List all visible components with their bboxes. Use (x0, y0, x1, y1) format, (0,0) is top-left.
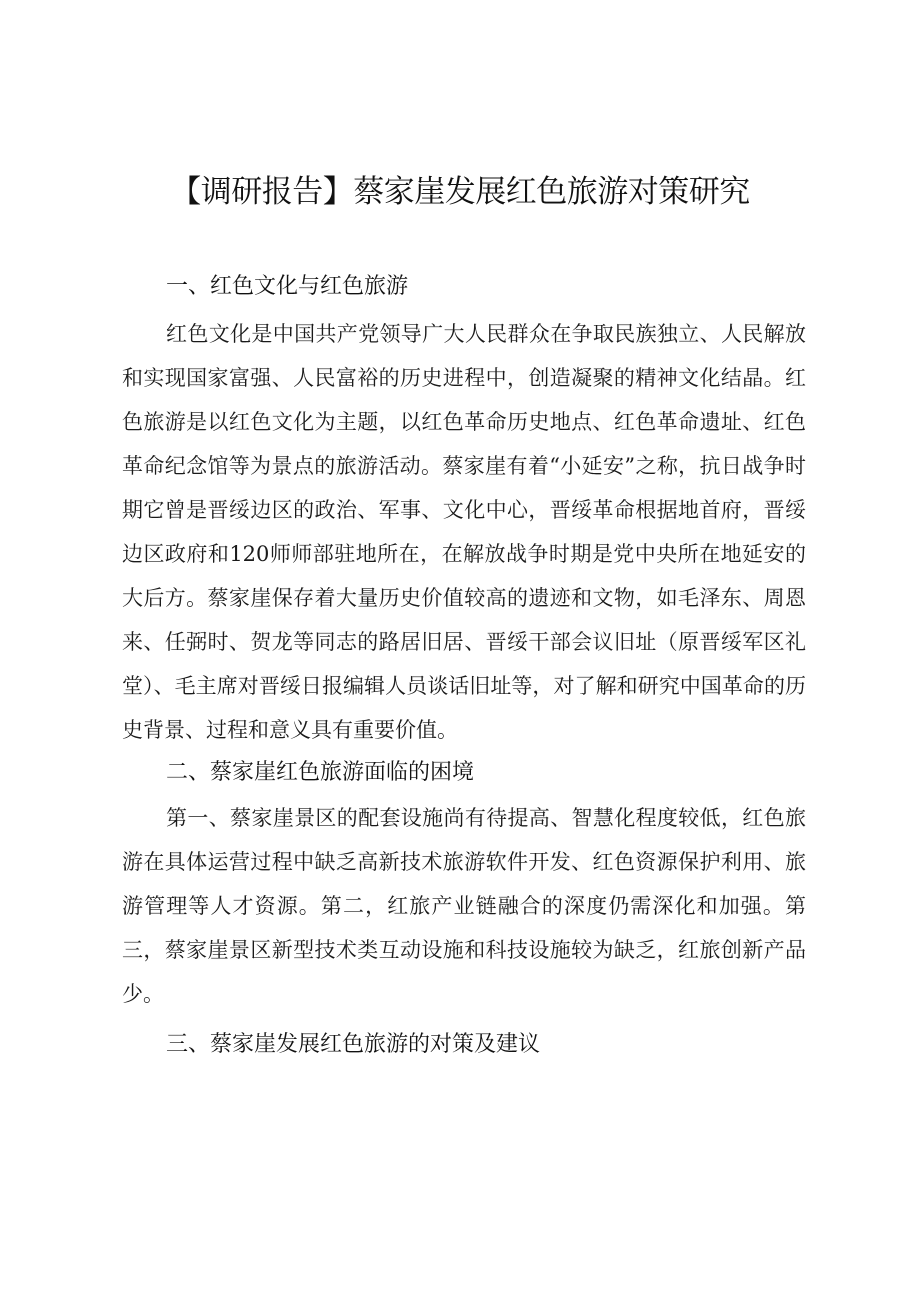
document-body (122, 268, 806, 1064)
section-heading-3: 三、蔡家崖发展红色旅游的对策及建议 (166, 1032, 541, 1057)
document-title: 【调研报告】蔡家崖发展红色旅游对策研究 (170, 174, 750, 210)
section-heading-2: 二、蔡家崖红色旅游面临的困境 (166, 760, 475, 785)
section-heading-1: 一、红色文化与红色旅游 (166, 274, 409, 299)
section-paragraph-2: 第一、蔡家崖景区的配套设施尚有待提高、智慧化程度较低，红色旅游在具体运营过程中缺乏高新技术旅游软件开发、红色资源保护利用、旅游管理等人才资源。第二，红旅产业链融合的深度仍需深化和加强。第三，蔡家崖景区新型技术类互动设施和科技设施较为缺乏，红旅创新产品少。 (122, 806, 806, 1006)
section-paragraph-1: 红色文化是中国共产党领导广大人民群众在争取民族独立、人民解放和实现国家富强、人民富裕的历史进程中，创造凝聚的精神文化结晶。红色旅游是以红色文化为主题，以红色革命历史地点、红色革命遗址、红色革命纪念馆等为景点的旅游活动。蔡家崖有着“小延安”之称，抗日战争时期它曾是晋绥边区的政治、军事、文化中心，晋绥革命根据地首府，晋绥边区政府和120师师部驻地所在，在解放战争时期是党中央所在地延安的大后方。蔡家崖保存着大量历史价值较高的遗迹和文物，如毛泽东、周恩来、任弼时、贺龙等同志的路居旧居、晋绥干部会议旧址（原晋绥军区礼堂）、毛主席对晋绥日报编辑人员谈话旧址等，对了解和研究中国革命的历史背景、过程和意义具有重要价值。 (122, 322, 806, 742)
